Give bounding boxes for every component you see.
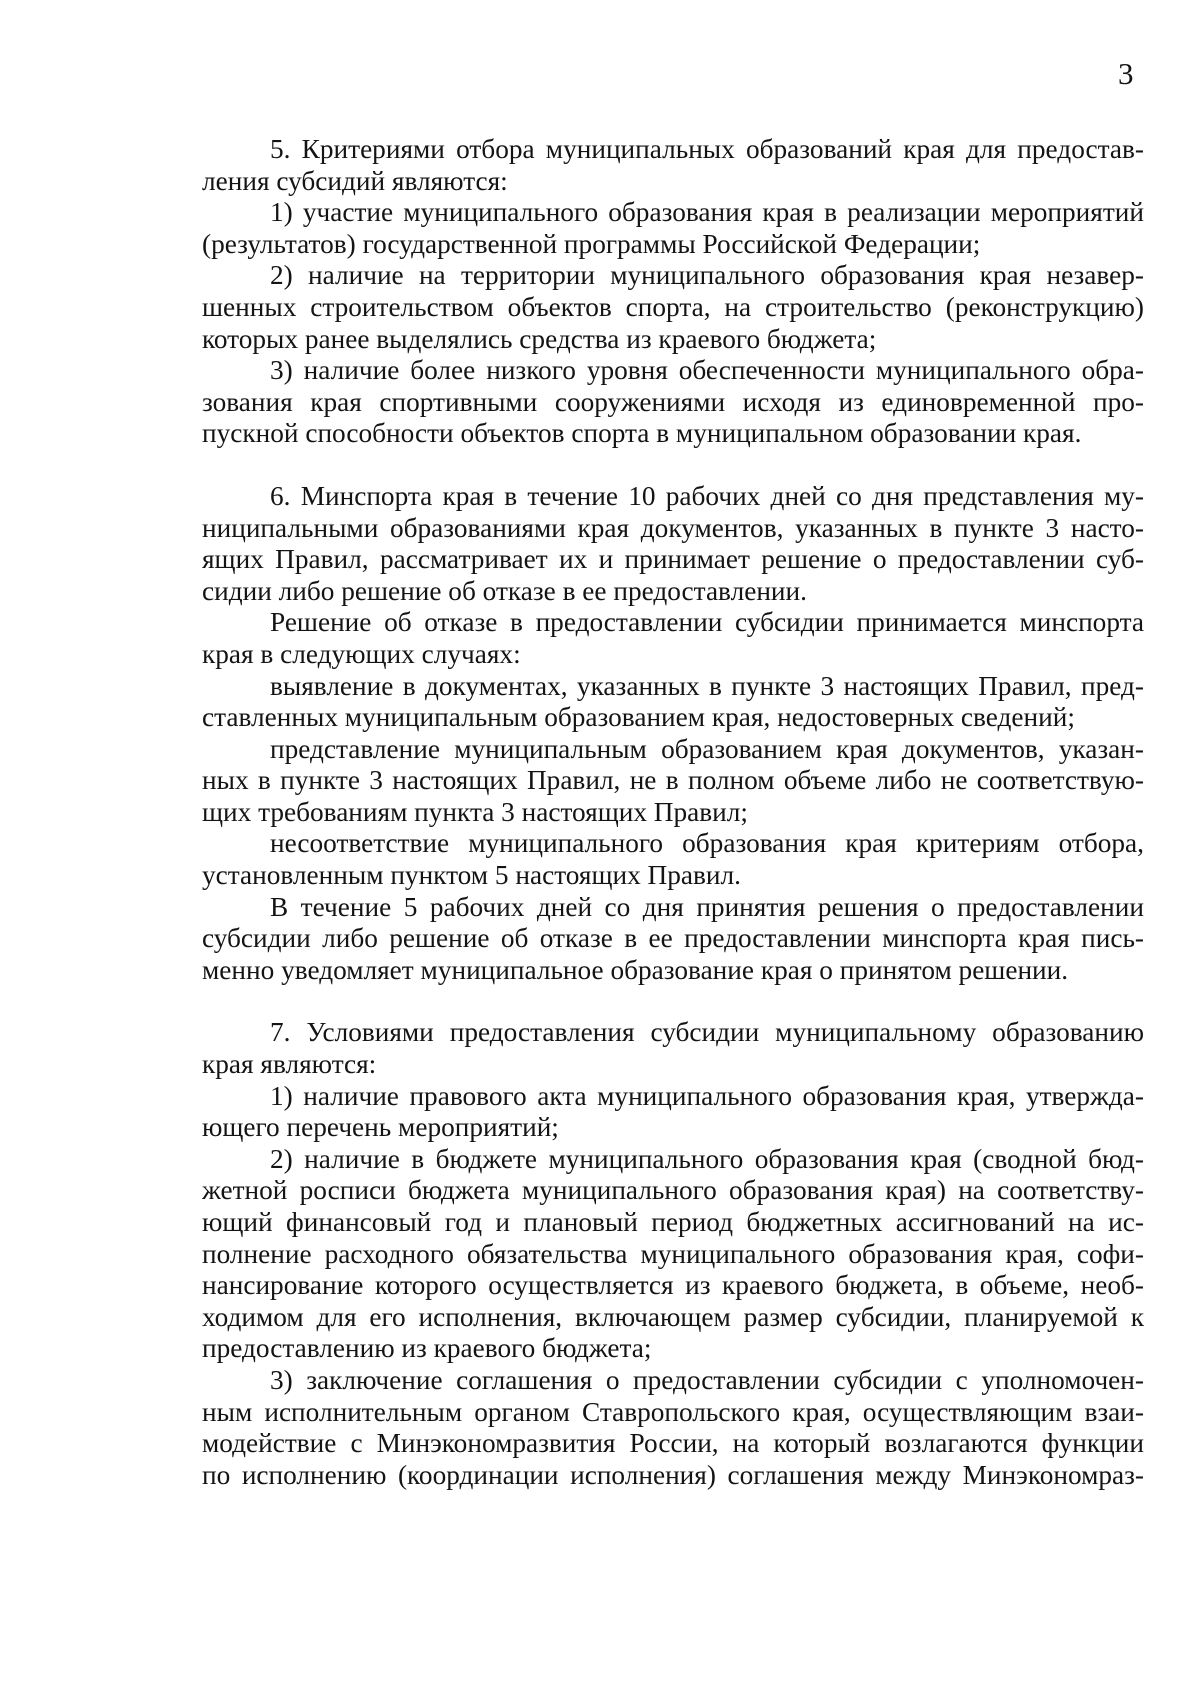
- text-line: ющего перечень мероприятий;: [202, 1112, 559, 1143]
- text-line: ным исполнительным органом Ставропольского края, осуществляющим взаи-: [202, 1396, 1144, 1427]
- text-line: края в следующих случаях:: [202, 638, 521, 669]
- text-line: зования края спортивными сооружениями исходя из единовременной про-: [202, 386, 1144, 417]
- text-line: (результатов) государственной программы Российской Федерации;: [202, 228, 981, 259]
- text-line: 2) наличие в бюджете муниципального образования края (сводной бюд-: [270, 1143, 1144, 1174]
- section-5: [202, 134, 1144, 450]
- text-line: ниципальными образованиями края документов, указанных в пункте 3 насто-: [202, 512, 1144, 543]
- text-line: 6. Минспорта края в течение 10 рабочих дней со дня представления му-: [270, 480, 1144, 511]
- text-line: 1) участие муниципального образования края в реализации мероприятий: [270, 197, 1144, 228]
- text-line: края являются:: [202, 1049, 377, 1080]
- section-gap: [202, 450, 1144, 481]
- text-line: установленным пунктом 5 настоящих Правил.: [202, 860, 741, 891]
- text-line: пускной способности объектов спорта в муниципальном образовании края.: [202, 418, 1082, 449]
- text-line: В течение 5 рабочих дней со дня принятия решения о предоставлении: [270, 891, 1144, 922]
- text-line: 1) наличие правового акта муниципального образования края, утвержда-: [270, 1080, 1144, 1111]
- text-line: модействие с Минэкономразвития России, на который возлагаются функции: [202, 1428, 1144, 1459]
- text-line: щих требованиям пункта 3 настоящих Правил;: [202, 796, 748, 827]
- document-body: [202, 134, 1144, 1491]
- text-line: выявление в документах, указанных в пункте 3 настоящих Правил, пред-: [270, 670, 1144, 701]
- text-line: сидии либо решение об отказе в ее предоставлении.: [202, 575, 807, 606]
- section-7: [202, 1017, 1144, 1491]
- text-line: несоответствие муниципального образования края критериям отбора,: [270, 828, 1144, 859]
- text-line: предоставлению из краевого бюджета;: [202, 1333, 652, 1364]
- text-line: 3) наличие более низкого уровня обеспеченности муниципального обра-: [270, 355, 1144, 386]
- section-6: [202, 481, 1144, 987]
- text-line: ющий финансовый год и плановый период бюджетных ассигнований на ис-: [202, 1207, 1144, 1237]
- text-line: представление муниципальным образованием края документов, указан-: [270, 733, 1144, 764]
- page-number: 3: [1118, 56, 1134, 91]
- text-line: ящих Правил, рассматривает их и принимает решение о предоставлении суб-: [202, 544, 1144, 575]
- text-line: которых ранее выделялись средства из краевого бюджета;: [202, 323, 877, 354]
- text-line: ставленных муниципальным образованием края, недостоверных сведений;: [202, 702, 1075, 733]
- text-line: 2) наличие на территории муниципального образования края незавер-: [270, 260, 1144, 291]
- text-line: 3) заключение соглашения о предоставлении субсидии с уполномочен-: [270, 1364, 1144, 1395]
- text-line: Решение об отказе в предоставлении субсидии принимается минспорта: [270, 607, 1144, 638]
- text-line: ходимом для его исполнения, включающем размер субсидии, планируемой к: [202, 1301, 1144, 1332]
- section-gap: [202, 986, 1144, 1017]
- text-line: ления субсидий являются:: [202, 165, 508, 196]
- text-line: нансирование которого осуществляется из краевого бюджета, в объеме, необ-: [202, 1270, 1144, 1301]
- text-line: субсидии либо решение об отказе в ее предоставлении минспорта края пись-: [202, 923, 1144, 954]
- text-line: жетной росписи бюджета муниципального образования края) на соответству-: [202, 1175, 1144, 1206]
- text-line: шенных строительством объектов спорта, на строительство (реконструкцию): [202, 291, 1144, 322]
- text-line: менно уведомляет муниципальное образование края о принятом решении.: [202, 954, 1069, 985]
- text-line: полнение расходного обязательства муниципального образования края, софи-: [202, 1238, 1144, 1269]
- text-line: 5. Критериями отбора муниципальных образований края для предостав-: [270, 134, 1144, 164]
- text-line: 7. Условиями предоставления субсидии муниципальному образованию: [270, 1017, 1144, 1048]
- text-line: по исполнению (координации исполнения) соглашения между Минэкономраз-: [202, 1459, 1144, 1490]
- text-line: ных в пункте 3 настоящих Правил, не в полном объеме либо не соответствую-: [202, 765, 1144, 796]
